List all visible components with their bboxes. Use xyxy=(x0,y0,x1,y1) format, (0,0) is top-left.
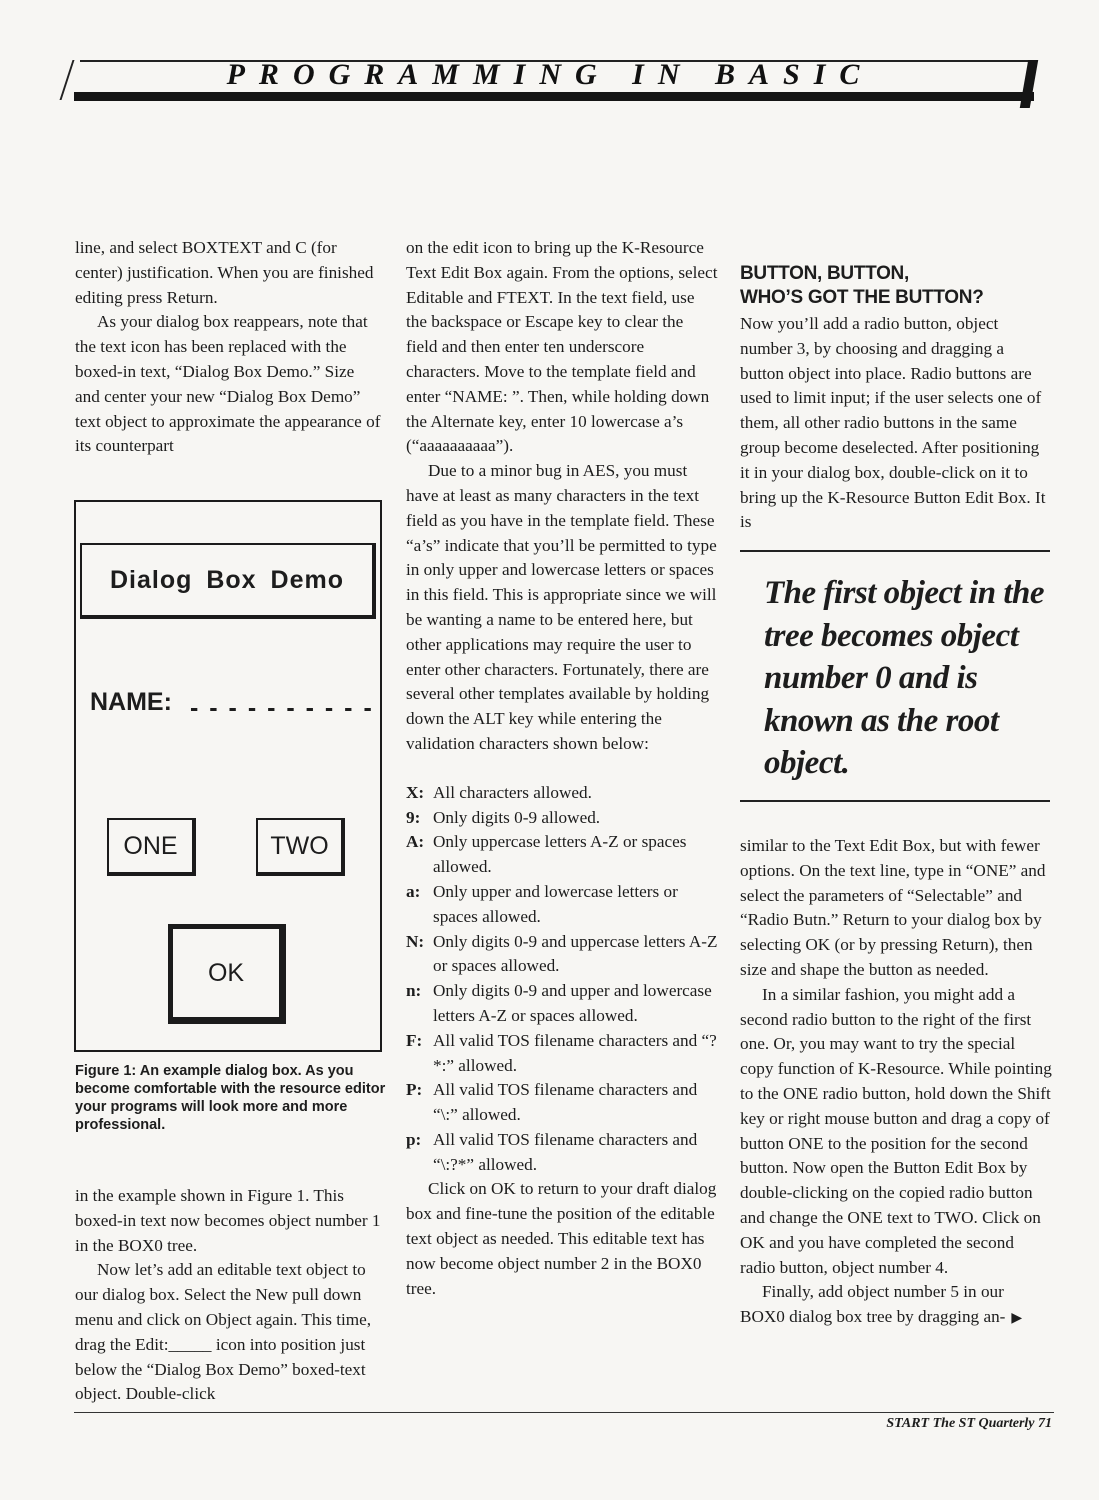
list-item xyxy=(406,1029,718,1079)
paragraph: Due to a minor bug in AES, you must have at least as many characters in the text field as you have in the template field. These “a’s” indicate that you’ll be permitted to type in only upper and lowercase letters or spaces in this field. This is appropriate since we will be wanting a name to be entered here, but other applications may require the user to enter other characters. Fortunately, there are several other templates available by holding down the ALT key while entering the validation characters shown below: xyxy=(406,461,717,753)
list-key: F: xyxy=(406,1030,423,1050)
list-item xyxy=(406,930,718,980)
paragraph: Now you’ll add a radio button, object number 3, by choosing and dragging a button object into place. Radio buttons are used to limit input; if the user selects one of them, all other radio buttons in the same group become deselected. After positioning it in your dialog box, double-click on it to bring up the K-Resource Button Edit Box. It is xyxy=(740,314,1046,532)
paragraph xyxy=(740,1280,1052,1332)
section-heading xyxy=(740,262,1052,310)
paragraph: similar to the Text Edit Box, but with fewer options. On the text line, type in “ONE” and select the parameters of “Selectable” and “Radio Butn.” Return to your dialog box by selecting OK (or by pressing Return), then size and shape the button as needed. xyxy=(740,836,1046,979)
list-text: Only digits 0-9 allowed. xyxy=(433,807,601,827)
footer-rule xyxy=(74,1412,1054,1413)
list-item xyxy=(406,830,718,880)
paragraph: line, and select BOXTEXT and C (for center) justification. When you are finished editing press Return. xyxy=(75,238,374,307)
column-3-bottom xyxy=(740,834,1052,1332)
list-key: P: xyxy=(406,1080,423,1100)
list-item xyxy=(406,880,718,930)
ok-button: OK xyxy=(168,924,286,1024)
list-key: p: xyxy=(406,1129,422,1149)
paragraph: on the edit icon to bring up the K-Resource Text Edit Box again. From the options, select Editable and FTEXT. In the text field, use the backspace or Escape key to clear the field and then enter ten underscore characters. Move to the template field and enter “NAME: ”. Then, while holding down the Alternate key, enter 10 lowercase a’s (“aaaaaaaaaa”). xyxy=(406,238,718,456)
list-item xyxy=(406,781,718,806)
name-field-placeholder: - - - - - - - - - - xyxy=(190,694,374,722)
name-label: NAME: xyxy=(90,688,172,716)
header-right-rule xyxy=(1020,60,1038,108)
list-text: All valid TOS filename characters and “\:” allowed. xyxy=(433,1080,698,1125)
dialog-title-box: Dialog Box Demo xyxy=(80,543,376,619)
page-footer: START The ST Quarterly 71 xyxy=(886,1416,1052,1431)
list-item xyxy=(406,806,718,831)
list-key: N: xyxy=(406,931,425,951)
paragraph: in the example shown in Figure 1. This boxed-in text now becomes object number 1 in the BOX0 tree. xyxy=(75,1186,381,1255)
list-text: All characters allowed. xyxy=(433,782,592,802)
list-item xyxy=(406,1078,718,1128)
column-1-top xyxy=(75,236,383,459)
list-item xyxy=(406,1128,718,1178)
list-key: n: xyxy=(406,981,422,1001)
paragraph: In a similar fashion, you might add a second radio button to the right of the first one. Or, you may want to try the special copy function of K-Resource. While pointing to the ONE radio button, hold down the Shift key or right mouse button and drag a copy of button ONE to the position for the second button. Now open the Button Edit Box by double-clicking on the copied radio button and change the ONE text to TWO. Click on OK and you have completed the second radio button, object number 4. xyxy=(740,984,1052,1277)
heading-line: WHO’S GOT THE BUTTON? xyxy=(740,287,984,308)
figure-dialog-box xyxy=(74,500,382,1052)
paragraph: As your dialog box reappears, note that the text icon has been replaced with the boxed-in text, “Dialog Box Demo.” Size and center your new “Dialog Box Demo” text object to approximate the appearance of its counterpart xyxy=(75,312,381,456)
validation-list xyxy=(406,781,718,1178)
radio-button-one: ONE xyxy=(107,818,196,876)
paragraph-text: Finally, add object number 5 in our BOX0 dialog box tree by dragging an- xyxy=(740,1282,1006,1327)
paragraph: Now let’s add an editable text object to our dialog box. Select the New pull down menu and click on Object again. This time, drag the Edit:_____ icon into position just below the “Dialog Box Demo” boxed-text object. Double-click xyxy=(75,1260,372,1404)
list-key: A: xyxy=(406,832,425,852)
list-text: Only uppercase letters A-Z or spaces allowed. xyxy=(433,832,687,877)
pull-quote: The first object in the tree becomes object number 0 and is known as the root object. xyxy=(764,575,1044,781)
column-1-bottom xyxy=(75,1184,383,1407)
continue-arrow-icon: ▶ xyxy=(1011,1311,1023,1327)
list-key: X: xyxy=(406,782,425,802)
list-text: Only digits 0-9 and uppercase letters A-Z or spaces allowed. xyxy=(433,931,718,976)
list-text: All valid TOS filename characters and “?*:” allowed. xyxy=(433,1030,717,1075)
pullquote-rule-top xyxy=(740,550,1050,552)
list-key: a: xyxy=(406,881,421,901)
pullquote-rule-bottom xyxy=(740,800,1050,802)
list-item xyxy=(406,979,718,1029)
header-rule xyxy=(74,92,1034,101)
list-text: Only digits 0-9 and upper and lowercase letters A-Z or spaces allowed. xyxy=(433,981,712,1025)
heading-line: BUTTON, BUTTON, xyxy=(740,263,909,284)
list-key: 9: xyxy=(406,807,421,827)
list-text: Only upper and lowercase letters or spaces allowed. xyxy=(433,881,678,926)
paragraph: Click on OK to return to your draft dialog box and fine-tune the position of the editable text object as needed. This editable text has now become object number 2 in the BOX0 tree. xyxy=(406,1179,717,1298)
column-3-top xyxy=(740,262,1052,535)
column-2 xyxy=(406,236,718,1301)
header-left-rule xyxy=(60,60,75,100)
running-header-title: PROGRAMMING IN BASIC xyxy=(226,58,874,91)
list-text: All valid TOS filename characters and “\:?*” allowed. xyxy=(433,1129,698,1174)
figure-caption: Figure 1: An example dialog box. As you become comfortable with the resource editor your programs will look more and more professional. xyxy=(75,1063,386,1133)
radio-button-two: TWO xyxy=(256,818,345,876)
